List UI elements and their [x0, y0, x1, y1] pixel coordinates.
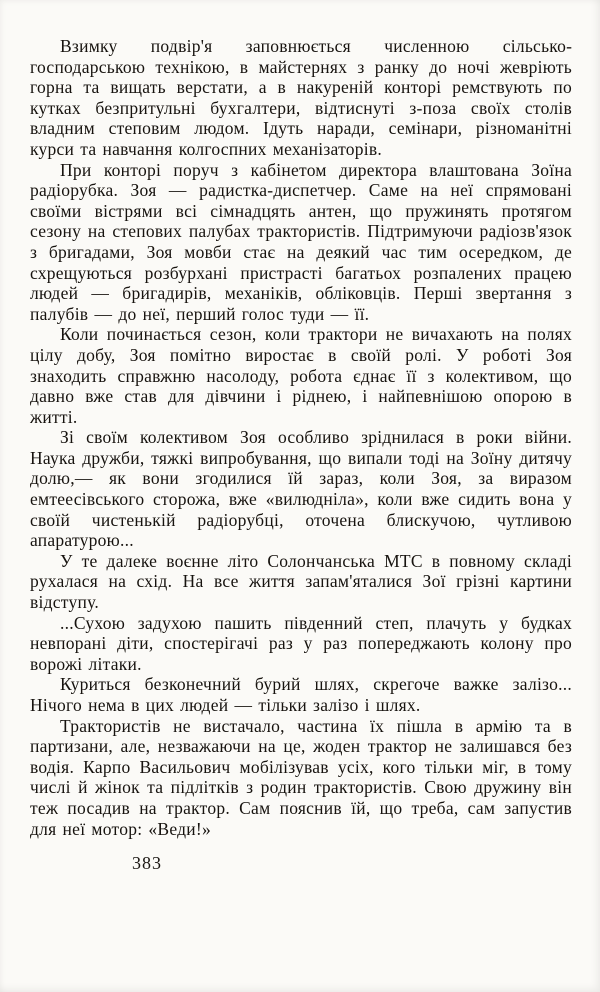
paragraph: ...Сухою задухою пашить південний степ, плачуть у будках невпорані діти, спостерігачі раз у раз попереджають колону про ворожі літаки. [30, 612, 572, 674]
page-number: 383 [132, 853, 162, 874]
paragraph: Зі своїм колективом Зоя особливо зріднилася в роки війни. Наука дружби, тяжкі випробування, що випали тоді на Зоїну дитячу долю,— як вони згодилися їй зараз, коли Зоя, за виразом емтеесівського сторожа, вже «вилюдніла», коли вже сидить вона у своїй чистенькій радіорубці, оточена блискучою, чутливою апаратурою... [30, 427, 572, 551]
paragraph: Взимку подвір'я заповнюється численною сільськогосподарською технікою, в майстернях з ранку до ночі жевріють горна та вищать верстати, а в накуреній конторі ремствують по кутках безпритульні бухгалтери, відтиснуті з-поза своїх столів владним степовим людом. Ідуть наради, семінари, різноманітні курси та навчання колгоспних механізаторів. [30, 36, 572, 159]
paragraph: Коли починається сезон, коли трактори не вичахають на полях цілу добу, Зоя помітно виростає в своїй ролі. У роботі Зоя знаходить справжню насолоду, робота єднає її з колективом, що давно вже став для дівчини і ріднею, і найпевнішою опорою в житті. [30, 324, 572, 427]
paragraph: У те далеке воєнне літо Солончанська МТС в повному складі рухалася на схід. На все життя запам'яталися Зої грізні картини відступу. [30, 550, 572, 613]
paragraph: Трактористів не вистачало, частина їх пішла в армію та в партизани, але, незважаючи на це, жоден трактор не залишався без водія. Карпо Васильович мобілізував усіх, кого тільки міг, в тому числі й жінок та підлітків з родин трактористів. Свою дружину він теж посадив на трактор. Сам пояснив їй, що треба, сам запустив для неї мотор: «Веди!» [30, 715, 572, 839]
paragraph: Куриться безконечний бурий шлях, скрегоче важке залізо... Нічого нема в цих людей — тільки залізо і шлях. [30, 674, 572, 715]
paragraph: При конторі поруч з кабінетом директора влаштована Зоїна радіорубка. Зоя — радистка-диспетчер. Саме на неї спрямовані своїми вістрями всі сімнадцять антен, що пружинять протягом сезону на степових палубах трактористів. Підтримуючи радіозв'язок з бригадами, Зоя мовби стає на деякий час тим осередком, де схрещуються розбурхані пристрасті багатьох розпалених працею людей — бригадирів, механіків, обліковців. Перші звертання з палубів — до неї, перший голос туди — її. [30, 159, 572, 324]
page-text-block [30, 36, 572, 839]
